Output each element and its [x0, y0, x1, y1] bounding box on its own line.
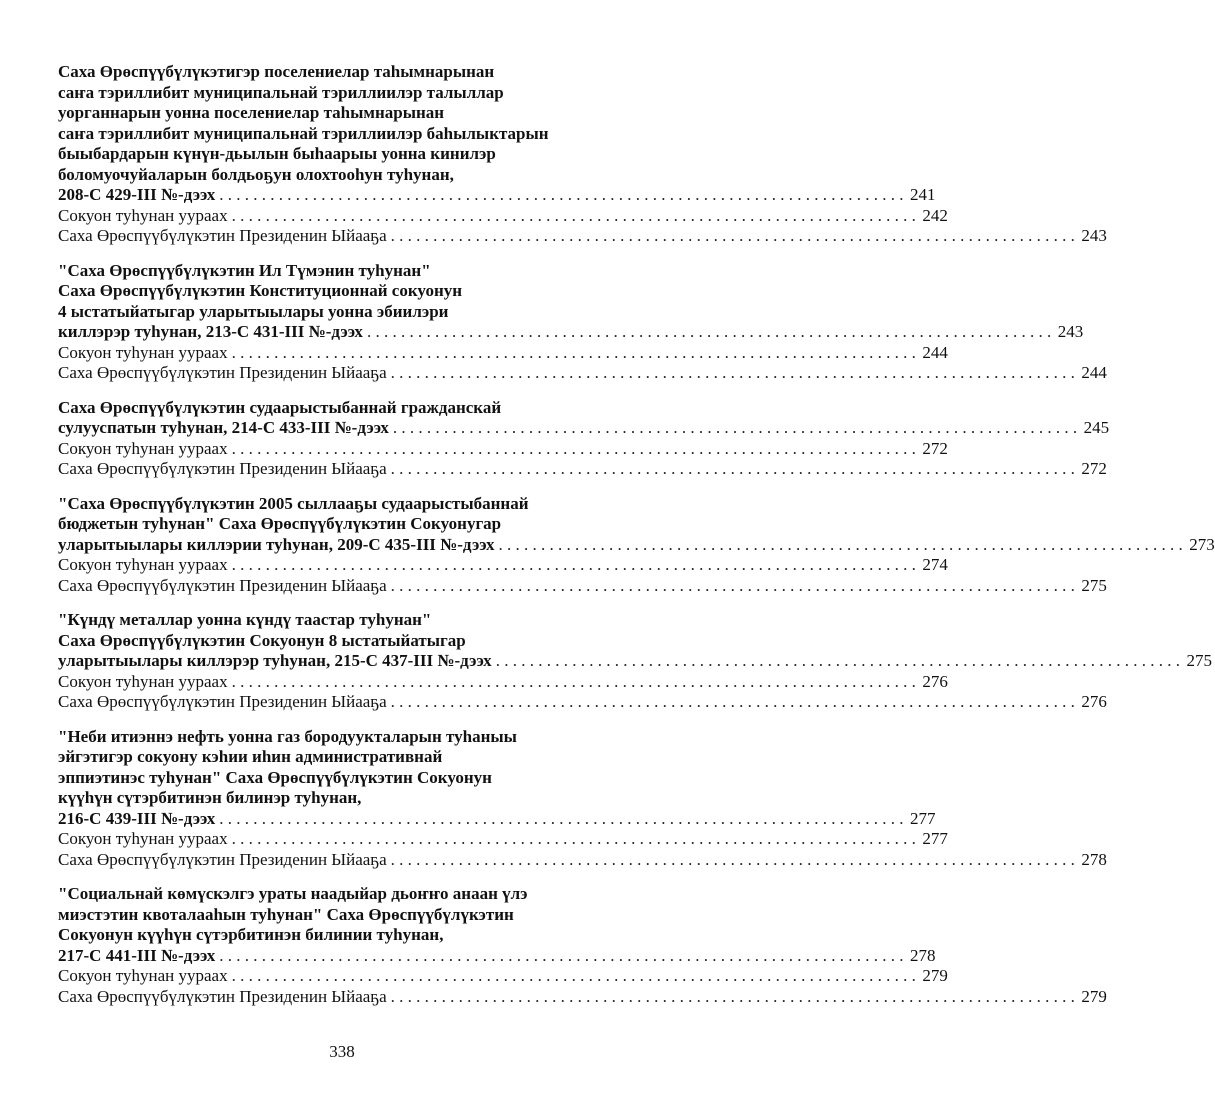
entry-page-number: 244 — [1081, 363, 1107, 382]
toc-entry — [58, 692, 1107, 713]
toc-section — [58, 62, 1107, 247]
title-text: күүһүн сүтэрбитинэн билинэр туһунан, — [58, 788, 362, 807]
section-title-line — [58, 727, 650, 748]
title-text: Сокуонун күүһүн сүтэрбитинэн билинии туһунан, — [58, 925, 444, 944]
section-title-line — [58, 398, 650, 419]
dot-leader — [498, 535, 1182, 556]
title-page-number: 245 — [1083, 418, 1110, 437]
toc-entry — [58, 575, 1107, 597]
entry-label: Саха Өрөспүүбүлүкэтин Президенин Ыйааҕа — [58, 849, 387, 869]
entry-page-number: 276 — [1081, 692, 1107, 711]
title-page-number: 275 — [1186, 651, 1212, 670]
section-title-line — [58, 494, 650, 515]
section-title-line — [58, 165, 650, 186]
entry-label: Сокуон туһунан уураах — [58, 555, 228, 574]
entry-page-number: 242 — [922, 205, 948, 225]
dot-leader — [391, 459, 1075, 480]
section-title-line — [58, 62, 650, 83]
section-title-line — [58, 884, 650, 905]
dot-leader — [391, 226, 1075, 247]
dot-leader — [496, 651, 1180, 672]
entry-page-number: 275 — [1081, 575, 1107, 595]
title-text: уларытыылары киллэрии туһунан, 209-С 435-III №-дээх — [58, 534, 495, 554]
section-title-line — [58, 610, 650, 631]
toc-section — [58, 884, 1107, 1007]
entry-page-number: 278 — [1081, 849, 1107, 869]
title-text: "Неби итиэннэ нефть уонна газ бородуукталарын туһаныы — [58, 726, 517, 746]
entry-label: Сокуон туһунан уураах — [58, 205, 228, 225]
dot-leader — [219, 185, 903, 206]
toc-entry — [58, 438, 948, 460]
dot-leader — [219, 946, 903, 967]
title-text: уларытыылары киллэрэр туһунан, 215-С 437-III №-дээх — [58, 651, 492, 670]
entry-label: Сокуон туһунан уураах — [58, 342, 228, 362]
title-text: бюджетын туһунан" Саха Өрөспүүбүлүкэтин Сокуонугар — [58, 514, 502, 533]
entry-page-number: 276 — [922, 671, 948, 691]
entry-label: Саха Өрөспүүбүлүкэтин Президенин Ыйааҕа — [58, 459, 387, 478]
title-text: "Саха Өрөспүүбүлүкэтин Ил Түмэнин туһунан" — [58, 260, 431, 280]
section-title-last-line — [58, 651, 1212, 672]
section-title-line — [58, 302, 650, 323]
section-title-line — [58, 103, 650, 124]
section-title-line — [58, 631, 650, 652]
title-text: Саха Өрөспүүбүлүкэтин судаарыстыбаннай гражданскай — [58, 397, 502, 417]
entry-label: Сокуон туһунан уураах — [58, 829, 228, 848]
entry-page-number: 243 — [1081, 226, 1107, 245]
title-text: быыбардарын күнүн-дьылын быһаарыы уонна кинилэр — [58, 144, 496, 163]
title-text: киллэрэр туһунан, 213-С 431-III №-дээх — [58, 322, 363, 341]
section-title-line — [58, 124, 650, 145]
section-title-line — [58, 83, 650, 104]
dot-leader — [367, 322, 1051, 343]
section-title-line — [58, 925, 650, 946]
title-text: эйгэтигэр сокуону кэһии иһин административнай — [58, 747, 443, 766]
toc-entry — [58, 986, 1107, 1008]
entry-page-number: 244 — [922, 342, 948, 362]
section-title-line — [58, 144, 650, 165]
title-text: Саха Өрөспүүбүлүкэтин Конституционнай сокуонун — [58, 281, 463, 300]
entry-label: Сокуон туһунан уураах — [58, 671, 228, 691]
dot-leader — [232, 343, 916, 364]
dot-leader — [232, 672, 916, 693]
entry-page-number: 279 — [1081, 986, 1107, 1006]
toc-section — [58, 260, 1107, 384]
section-title-last-line — [58, 945, 936, 967]
entry-page-number: 274 — [922, 555, 948, 574]
dot-leader — [391, 363, 1075, 384]
title-text: миэстэтин квоталааһын туһунан" Саха Өрөспүүбүлүкэтин — [58, 904, 514, 924]
section-title-last-line — [58, 185, 936, 206]
entry-page-number: 277 — [922, 829, 948, 848]
entry-label: Саха Өрөспүүбүлүкэтин Президенин Ыйааҕа — [58, 986, 387, 1006]
title-text: Саха Өрөспүүбүлүкэтин Сокуонун 8 ыстатыйатыгар — [58, 630, 466, 650]
section-title-line — [58, 281, 650, 302]
section-title-line — [58, 747, 650, 768]
title-text: сулууспатын туһунан, 214-С 433-III №-дээх — [58, 418, 389, 437]
section-title-line — [58, 514, 650, 535]
entry-page-number: 272 — [922, 438, 948, 458]
section-title-last-line — [58, 534, 1215, 556]
toc-entry — [58, 226, 1107, 247]
title-page-number: 243 — [1057, 322, 1084, 341]
title-text: уорганнарын уонна поселениелар таһымнарынан — [58, 103, 445, 122]
toc-entry — [58, 555, 948, 576]
entry-page-number: 279 — [922, 966, 948, 985]
table-of-contents — [58, 62, 1215, 1021]
page-number: 338 — [329, 1042, 355, 1061]
toc-section — [58, 726, 1107, 871]
entry-page-number: 272 — [1081, 459, 1107, 478]
toc-entry — [58, 966, 948, 987]
title-text: 208-С 429-III №-дээх — [58, 185, 216, 204]
title-page-number: 278 — [910, 945, 936, 965]
title-text: "Күндү металлар уонна күндү таастар туһунан" — [58, 610, 432, 629]
title-text: Саха Өрөспүүбүлүкэтигэр поселениелар таһымнарынан — [58, 62, 495, 81]
toc-section — [58, 397, 1110, 480]
entry-label: Саха Өрөспүүбүлүкэтин Президенин Ыйааҕа — [58, 692, 387, 711]
dot-leader — [391, 692, 1075, 713]
title-text: саҥа тэриллибит муниципальнай тэриллиилэр баһылыктарын — [58, 123, 549, 143]
title-page-number: 277 — [910, 808, 936, 828]
section-title-last-line — [58, 418, 1110, 439]
title-text: эппиэтинэс туһунан" Саха Өрөспүүбүлүкэтин Сокуонун — [58, 767, 492, 787]
title-text: "Социальнай көмүскэлгэ ураты наадыйар дьоҥҥо анаан үлэ — [58, 884, 528, 903]
dot-leader — [232, 829, 916, 850]
title-text: "Саха Өрөспүүбүлүкэтин 2005 сыллааҕы судаарыстыбаннай — [58, 493, 529, 513]
title-text: 217-С 441-III №-дээх — [58, 945, 216, 965]
dot-leader — [391, 987, 1075, 1008]
toc-entry — [58, 342, 948, 364]
toc-entry — [58, 363, 1107, 384]
section-title-last-line — [58, 322, 1084, 343]
toc-entry — [58, 829, 948, 850]
title-text: 4 ыстатыйатыгар уларытыылары уонна эбиилэри — [58, 301, 449, 321]
dot-leader — [232, 206, 916, 227]
toc-entry — [58, 205, 948, 227]
title-page-number: 241 — [910, 185, 936, 204]
dot-leader — [232, 439, 916, 460]
dot-leader — [232, 966, 916, 987]
entry-label: Сокуон туһунан уураах — [58, 438, 228, 458]
toc-entry — [58, 849, 1107, 871]
title-page-number: 273 — [1189, 534, 1215, 554]
title-text: боломуочуйаларын болдьоҕун олохтооһун туһунан, — [58, 164, 454, 184]
section-title-line — [58, 905, 650, 926]
title-text: саҥа тэриллибит муниципальнай тэриллиилэр талыллар — [58, 82, 504, 102]
section-title-line — [58, 261, 650, 282]
toc-entry — [58, 459, 1107, 480]
toc-section — [58, 610, 1212, 713]
dot-leader — [393, 418, 1077, 439]
title-text: 216-С 439-III №-дээх — [58, 808, 216, 828]
dot-leader — [391, 576, 1075, 597]
toc-section — [58, 493, 1215, 597]
section-title-last-line — [58, 808, 936, 830]
dot-leader — [219, 809, 903, 830]
entry-label: Саха Өрөспүүбүлүкэтин Президенин Ыйааҕа — [58, 575, 387, 595]
entry-label: Сокуон туһунан уураах — [58, 966, 228, 985]
section-title-line — [58, 788, 650, 809]
entry-label: Саха Өрөспүүбүлүкэтин Президенин Ыйааҕа — [58, 363, 387, 382]
section-title-line — [58, 768, 650, 789]
dot-leader — [391, 850, 1075, 871]
entry-label: Саха Өрөспүүбүлүкэтин Президенин Ыйааҕа — [58, 226, 387, 245]
toc-entry — [58, 671, 948, 693]
dot-leader — [232, 555, 916, 576]
